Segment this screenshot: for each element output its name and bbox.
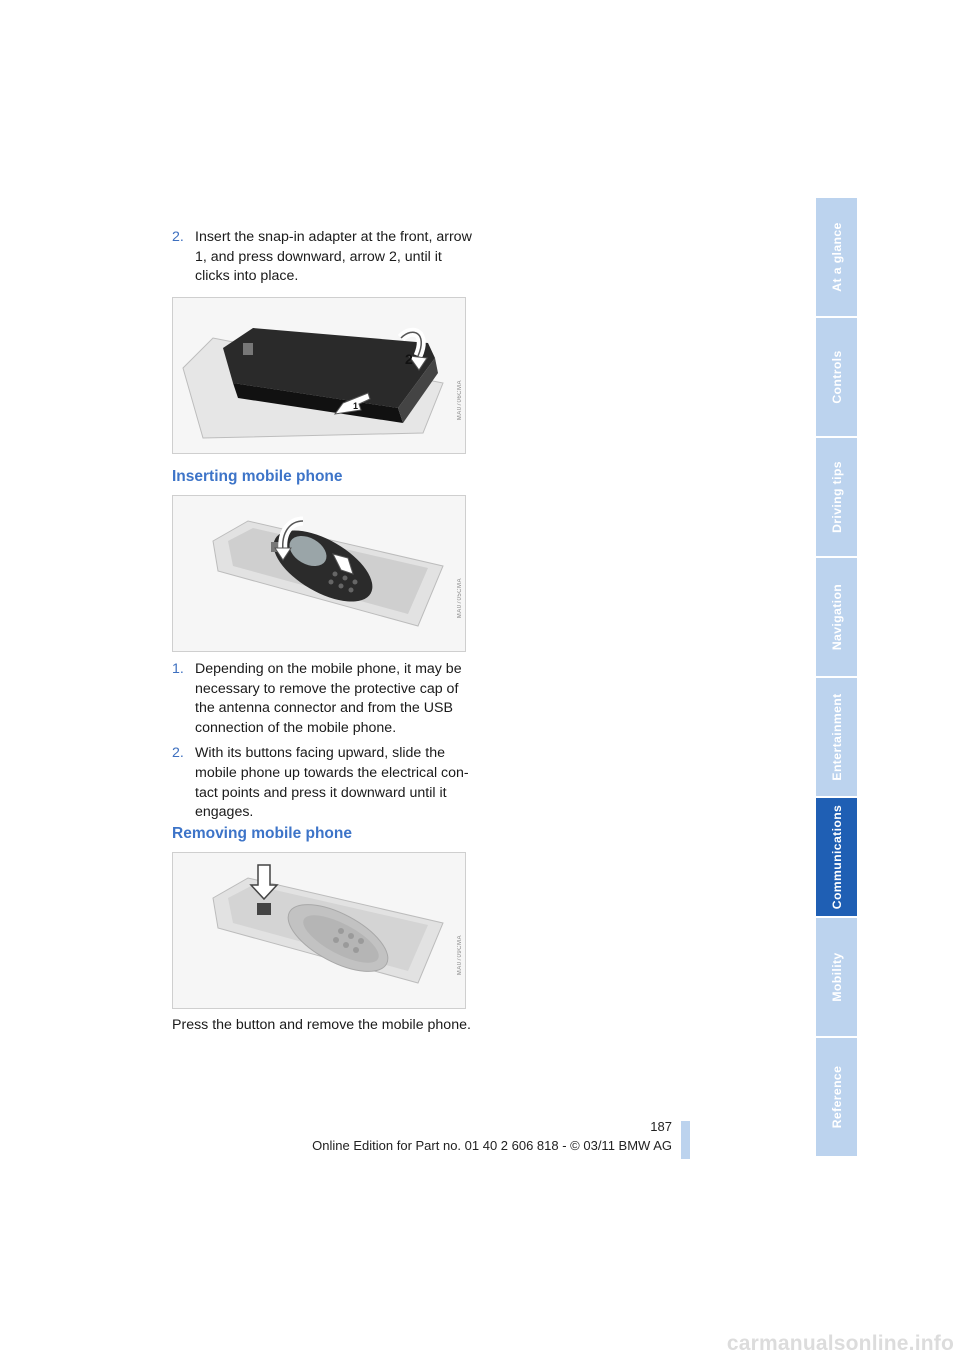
sidebar-tab-entertainment[interactable] [816, 678, 857, 798]
figure-snap-in-adapter [172, 297, 466, 454]
step-item [172, 660, 472, 738]
arrow-2-label: 2 [405, 351, 413, 367]
step-number: 1. [172, 661, 184, 677]
chapter-sidebar [816, 198, 857, 1158]
figure-inserting-phone [172, 495, 466, 652]
tab-label: Driving tips [829, 461, 844, 533]
step-item [172, 744, 472, 822]
page-marker [681, 1121, 690, 1159]
heading-removing-mobile-phone: Removing mobile phone [172, 825, 352, 842]
page-number: 187 [650, 1119, 672, 1134]
step-text: Depending on the mobile phone, it may be necessary to remove the protective cap of the antenna connector and from the USB connection of the mobile phone. [195, 661, 462, 736]
removing-instruction [172, 1016, 492, 1036]
step-insert-adapter [172, 228, 472, 287]
step-number: 2. [172, 229, 184, 245]
steps-inserting [172, 660, 472, 823]
tab-label: Controls [829, 350, 844, 404]
removing-text: Press the button and remove the mobile phone. [172, 1017, 471, 1033]
tab-label: Communications [829, 804, 844, 910]
tab-label: Reference [829, 1065, 844, 1129]
adapter-illustration [173, 298, 465, 453]
tab-label: Entertainment [829, 693, 844, 781]
step-text: With its buttons facing upward, slide the mobile phone up towards the electrical con-tact points and press it downward until it engages. [195, 745, 469, 821]
sidebar-tab-mobility[interactable] [816, 918, 857, 1038]
sidebar-tab-communications[interactable] [816, 798, 857, 918]
tab-label: At a glance [829, 222, 844, 292]
step-item [172, 228, 472, 287]
heading-inserting-mobile-phone: Inserting mobile phone [172, 468, 343, 485]
footer-edition: Online Edition for Part no. 01 40 2 606 818 - © 03/11 BMW AG [312, 1138, 672, 1153]
sidebar-tab-navigation[interactable] [816, 558, 857, 678]
figure-removing-phone [172, 852, 466, 1009]
figure-code: MA0705CMA [457, 578, 463, 619]
removing-phone-illustration [173, 853, 465, 1008]
figure-code: MA0706CMA [457, 380, 463, 421]
step-text: Insert the snap-in adapter at the front, arrow 1, and press downward, arrow 2, until it clicks into place. [195, 229, 472, 285]
arrow-1-label: 1 [353, 401, 359, 411]
sidebar-tab-driving-tips[interactable] [816, 438, 857, 558]
tab-label: Navigation [829, 583, 844, 651]
sidebar-tab-reference[interactable] [816, 1038, 857, 1158]
sidebar-tab-at-a-glance[interactable] [816, 198, 857, 318]
inserting-phone-illustration [173, 496, 465, 651]
step-number: 2. [172, 745, 184, 762]
sidebar-tab-controls[interactable] [816, 318, 857, 438]
tab-label: Mobility [829, 952, 844, 1002]
watermark: carmanualsonline.info [726, 1332, 954, 1355]
figure-code: MA0709CMA [457, 935, 463, 976]
